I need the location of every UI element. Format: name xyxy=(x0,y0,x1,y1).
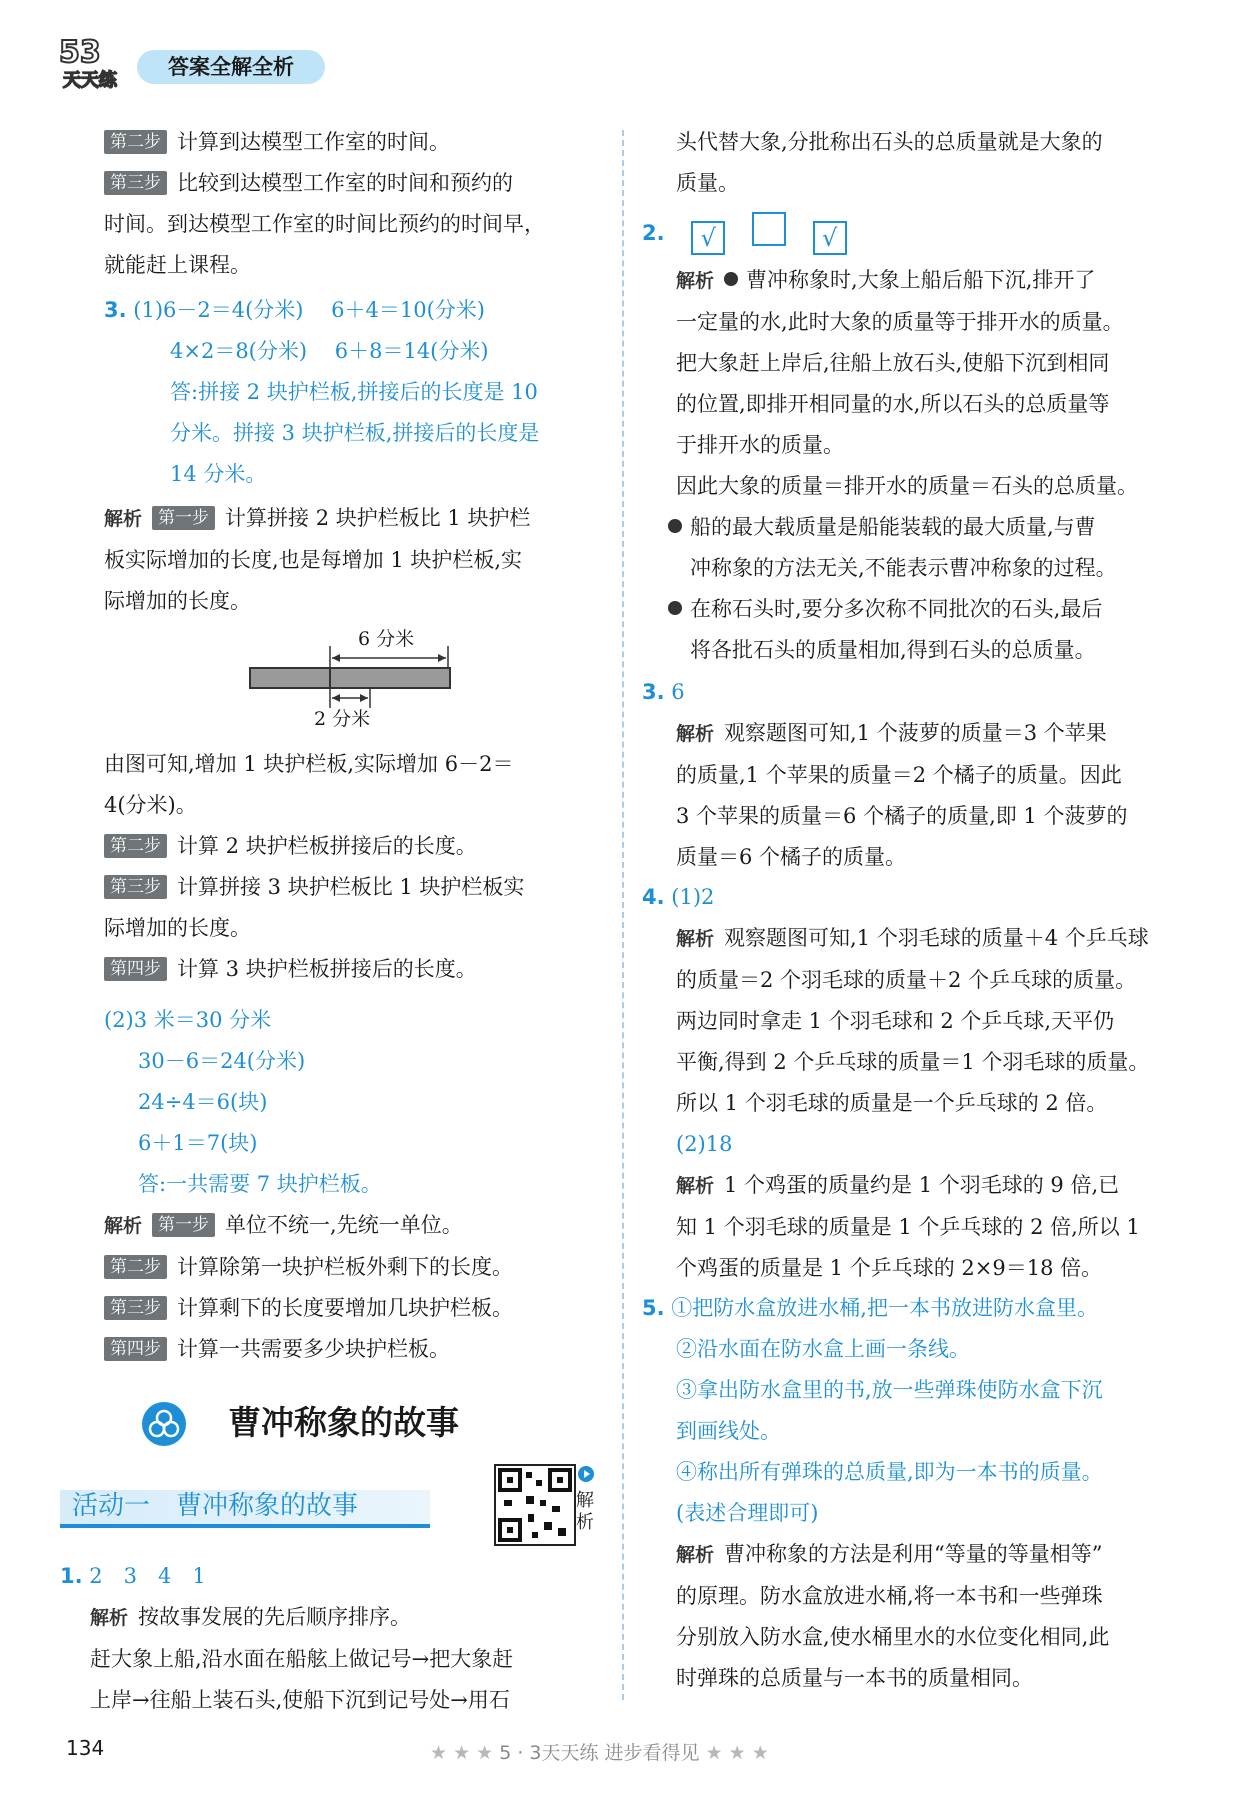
analysis-label: 解析 xyxy=(676,1544,715,1566)
line: 第四步 计算一共需要多少块护栏板。 xyxy=(104,1329,513,1370)
q1-block xyxy=(60,1556,513,1721)
line: 赶大象上船,沿水面在船舷上做记号→把大象赶 xyxy=(90,1647,514,1671)
logo xyxy=(55,28,125,90)
bulb-icon xyxy=(724,272,738,286)
line: 解析 曹冲称象的方法是利用“等量的等量相等” xyxy=(676,1534,1109,1576)
analysis-label: 解析 xyxy=(676,928,715,950)
q3-part2 xyxy=(104,1000,382,1205)
step-tag: 第三步 xyxy=(104,1296,167,1320)
line: 因此大象的质量＝排开水的质量＝石头的总质量。 xyxy=(676,474,1138,498)
analysis-label: 解析 xyxy=(676,270,715,292)
line: 头代替大象,分批称出石头的总质量就是大象的 xyxy=(676,130,1103,154)
line: 时间。到达模型工作室的时间比预约的时间早， xyxy=(104,212,545,236)
line: 个鸡蛋的质量是 1 个乒乓球的 2×9＝18 倍。 xyxy=(676,1256,1103,1280)
q4-right xyxy=(642,877,714,918)
line: 知 1 个羽毛球的质量是 1 个乒乓球的 2 倍,所以 1 xyxy=(676,1215,1140,1239)
step-tag: 第四步 xyxy=(104,957,167,981)
star-decoration-right: ★ ★ ★ xyxy=(705,1742,769,1764)
line: 到画线处。 xyxy=(676,1419,781,1443)
line: 第二步 计算到达模型工作室的时间。 xyxy=(104,122,545,163)
qr-play-icon xyxy=(578,1466,594,1482)
line: 质量。 xyxy=(676,171,739,195)
analysis-label: 解析 xyxy=(90,1607,129,1629)
line: (2)3 米＝30 分米 xyxy=(104,1008,272,1032)
line: 第三步 比较到达模型工作室的时间和预约的 xyxy=(104,163,545,204)
line: 4. (1)2 xyxy=(642,885,715,909)
q3-right-analysis xyxy=(676,713,1127,878)
step-tag: 第二步 xyxy=(104,1255,167,1279)
board-diagram xyxy=(248,628,454,728)
line: 就能赶上课程。 xyxy=(104,253,251,277)
svg-text:天天练: 天天练 xyxy=(63,70,117,90)
line: 分米。拼接 3 块护栏板,拼接后的长度是 xyxy=(170,421,540,445)
q4-right-analysis xyxy=(676,918,1149,1289)
analysis-label: 解析 xyxy=(104,1215,143,1237)
bulb-icon xyxy=(668,601,682,615)
bulb-icon xyxy=(668,519,682,533)
line: 平衡,得到 2 个乒乓球的质量＝1 个羽毛球的质量。 xyxy=(676,1050,1150,1074)
line: 第四步 计算 3 块护栏板拼接后的长度。 xyxy=(104,949,524,990)
line: 一定量的水,此时大象的质量等于排开水的质量。 xyxy=(676,310,1124,334)
line: 的质量＝2 个羽毛球的质量＋2 个乒乓球的质量。 xyxy=(676,968,1137,992)
line: 冲称象的方法无关,不能表示曹冲称象的过程。 xyxy=(690,556,1117,580)
line: 答:一共需要 7 块护栏板。 xyxy=(138,1172,382,1196)
right-column xyxy=(676,122,1103,204)
line: 将各批石头的质量相加,得到石头的总质量。 xyxy=(690,638,1096,662)
step-tag: 第一步 xyxy=(152,506,215,530)
q2-row xyxy=(642,212,847,255)
line: 际增加的长度。 xyxy=(104,589,251,613)
qr-code-icon xyxy=(496,1466,574,1544)
line: 第二步 计算 2 块护栏板拼接后的长度。 xyxy=(104,826,524,867)
activity-title: 活动一 曹冲称象的故事 xyxy=(72,1491,359,1521)
line: 于排开水的质量。 xyxy=(676,433,844,457)
line: 4×2＝8(分米) 6＋8＝14(分米) xyxy=(170,339,489,363)
left-column xyxy=(104,122,545,286)
line: 解析 第一步 计算拼接 2 块护栏板比 1 块护栏 xyxy=(104,498,530,540)
footer-slogan: ★ ★ ★ 5 · 3天天练 进步看得见 ★ ★ ★ xyxy=(430,1742,769,1764)
line: 解析 第一步 单位不统一,先统一单位。 xyxy=(104,1205,513,1247)
line: 3 个苹果的质量＝6 个橘子的质量,即 1 个菠萝的 xyxy=(676,804,1128,828)
header-title-pill: 答案全解全析 xyxy=(137,50,325,84)
section-icon xyxy=(142,1402,186,1446)
line: 5. ①把防水盒放进水桶,把一本书放进防水盒里。 xyxy=(642,1296,1098,1320)
line: 船的最大载质量是船能装载的最大质量,与曹 xyxy=(668,507,1138,548)
step-tag: 第一步 xyxy=(152,1213,215,1237)
line: 第三步 计算剩下的长度要增加几块护栏板。 xyxy=(104,1288,513,1329)
line: 答:拼接 2 块护栏板,拼接后的长度是 10 xyxy=(170,380,538,404)
q3-block xyxy=(104,290,539,495)
diagram-label-bottom: 2 分米 xyxy=(314,708,371,730)
line: 解析 1 个鸡蛋的质量约是 1 个羽毛球的 9 倍,已 xyxy=(676,1165,1149,1207)
line: 1. 2 3 4 1 xyxy=(60,1564,206,1588)
analysis-1 xyxy=(104,498,530,622)
line: 解析 观察题图可知,1 个羽毛球的质量＋4 个乒乓球 xyxy=(676,918,1149,960)
analysis-label: 解析 xyxy=(676,723,715,745)
answer-checkbox: √ xyxy=(813,221,847,255)
qr-code[interactable] xyxy=(494,1464,576,1546)
line: 由图可知,增加 1 块护栏板,实际增加 6－2＝ xyxy=(104,752,514,776)
q2-analysis xyxy=(676,260,1138,671)
line: ③拿出防水盒里的书,放一些弹珠使防水盒下沉 xyxy=(676,1378,1103,1402)
svg-text:53: 53 xyxy=(59,35,101,70)
step-tag: 第三步 xyxy=(104,171,167,195)
star-decoration-left: ★ ★ ★ xyxy=(430,1742,500,1764)
line: 2. √ √ xyxy=(642,212,847,255)
line: 24÷4＝6(块) xyxy=(138,1090,268,1114)
analysis-2 xyxy=(104,1205,513,1370)
line: 分别放入防水盒,使水桶里水的水位变化相同,此 xyxy=(676,1625,1110,1649)
step-tag: 第三步 xyxy=(104,875,167,899)
step-tag: 第二步 xyxy=(104,130,167,154)
board-bar xyxy=(250,668,450,688)
line: 3. (1)6－2＝4(分米) 6＋4＝10(分米) xyxy=(104,298,485,322)
q5-right xyxy=(642,1288,1103,1534)
line: 在称石头时,要分多次称不同批次的石头,最后 xyxy=(668,589,1138,630)
line: 板实际增加的长度,也是每增加 1 块护栏板,实 xyxy=(104,548,523,572)
analysis-label: 解析 xyxy=(676,1175,715,1197)
line: 6＋1＝7(块) xyxy=(138,1131,258,1155)
line: 的原理。防水盒放进水桶,将一本书和一些弹珠 xyxy=(676,1584,1103,1608)
column-divider xyxy=(622,130,624,1700)
q5-right-analysis xyxy=(676,1534,1109,1699)
line: 3. 6 xyxy=(642,680,685,704)
line: 两边同时拿走 1 个羽毛球和 2 个乒乓球,天平仍 xyxy=(676,1009,1115,1033)
line: 的位置,即排开相同量的水,所以石头的总质量等 xyxy=(676,392,1110,416)
line: 质量＝6 个橘子的质量。 xyxy=(676,845,907,869)
line: 际增加的长度。 xyxy=(104,916,251,940)
line: (表述合理即可) xyxy=(676,1501,819,1525)
line: 解析 观察题图可知,1 个菠萝的质量＝3 个苹果 xyxy=(676,713,1127,755)
line: 把大象赶上岸后,往船上放石头,使船下沉到相同 xyxy=(676,351,1110,375)
left-steps xyxy=(104,744,524,990)
line: 4(分米)。 xyxy=(104,793,197,817)
line: 解析 曹冲称象时,大象上船后船下沉,排开了 xyxy=(676,260,1138,302)
line: 第三步 计算拼接 3 块护栏板比 1 块护栏板实 xyxy=(104,867,524,908)
page-number: 134 xyxy=(66,1736,105,1760)
line: (2)18 xyxy=(676,1132,733,1156)
line: 第二步 计算除第一块护栏板外剩下的长度。 xyxy=(104,1247,513,1288)
line: ④称出所有弹珠的总质量,即为一本书的质量。 xyxy=(676,1460,1103,1484)
line: 上岸→往船上装石头,使船下沉到记号处→用石 xyxy=(90,1688,510,1712)
line: 所以 1 个羽毛球的质量是一个乒乓球的 2 倍。 xyxy=(676,1091,1108,1115)
line: 的质量,1 个苹果的质量＝2 个橘子的质量。因此 xyxy=(676,763,1122,787)
answer-checkbox: √ xyxy=(691,221,725,255)
line: 时弹珠的总质量与一本书的质量相同。 xyxy=(676,1666,1033,1690)
step-tag: 第四步 xyxy=(104,1337,167,1361)
answer-checkbox xyxy=(752,212,786,246)
diagram-label-top: 6 分米 xyxy=(358,628,415,650)
line: 30－6＝24(分米) xyxy=(138,1049,306,1073)
logo-53-icon xyxy=(55,28,125,90)
line: 14 分米。 xyxy=(170,462,267,486)
trefoil-icon xyxy=(142,1402,186,1446)
step-tag: 第二步 xyxy=(104,834,167,858)
analysis-label: 解析 xyxy=(104,508,143,530)
section-title: 曹冲称象的故事 xyxy=(228,1403,459,1442)
line: 解析 按故事发展的先后顺序排序。 xyxy=(60,1597,513,1639)
q3-right xyxy=(642,672,685,713)
line: ②沿水面在防水盒上画一条线。 xyxy=(676,1337,970,1361)
qr-label: 解析 xyxy=(576,1490,594,1533)
